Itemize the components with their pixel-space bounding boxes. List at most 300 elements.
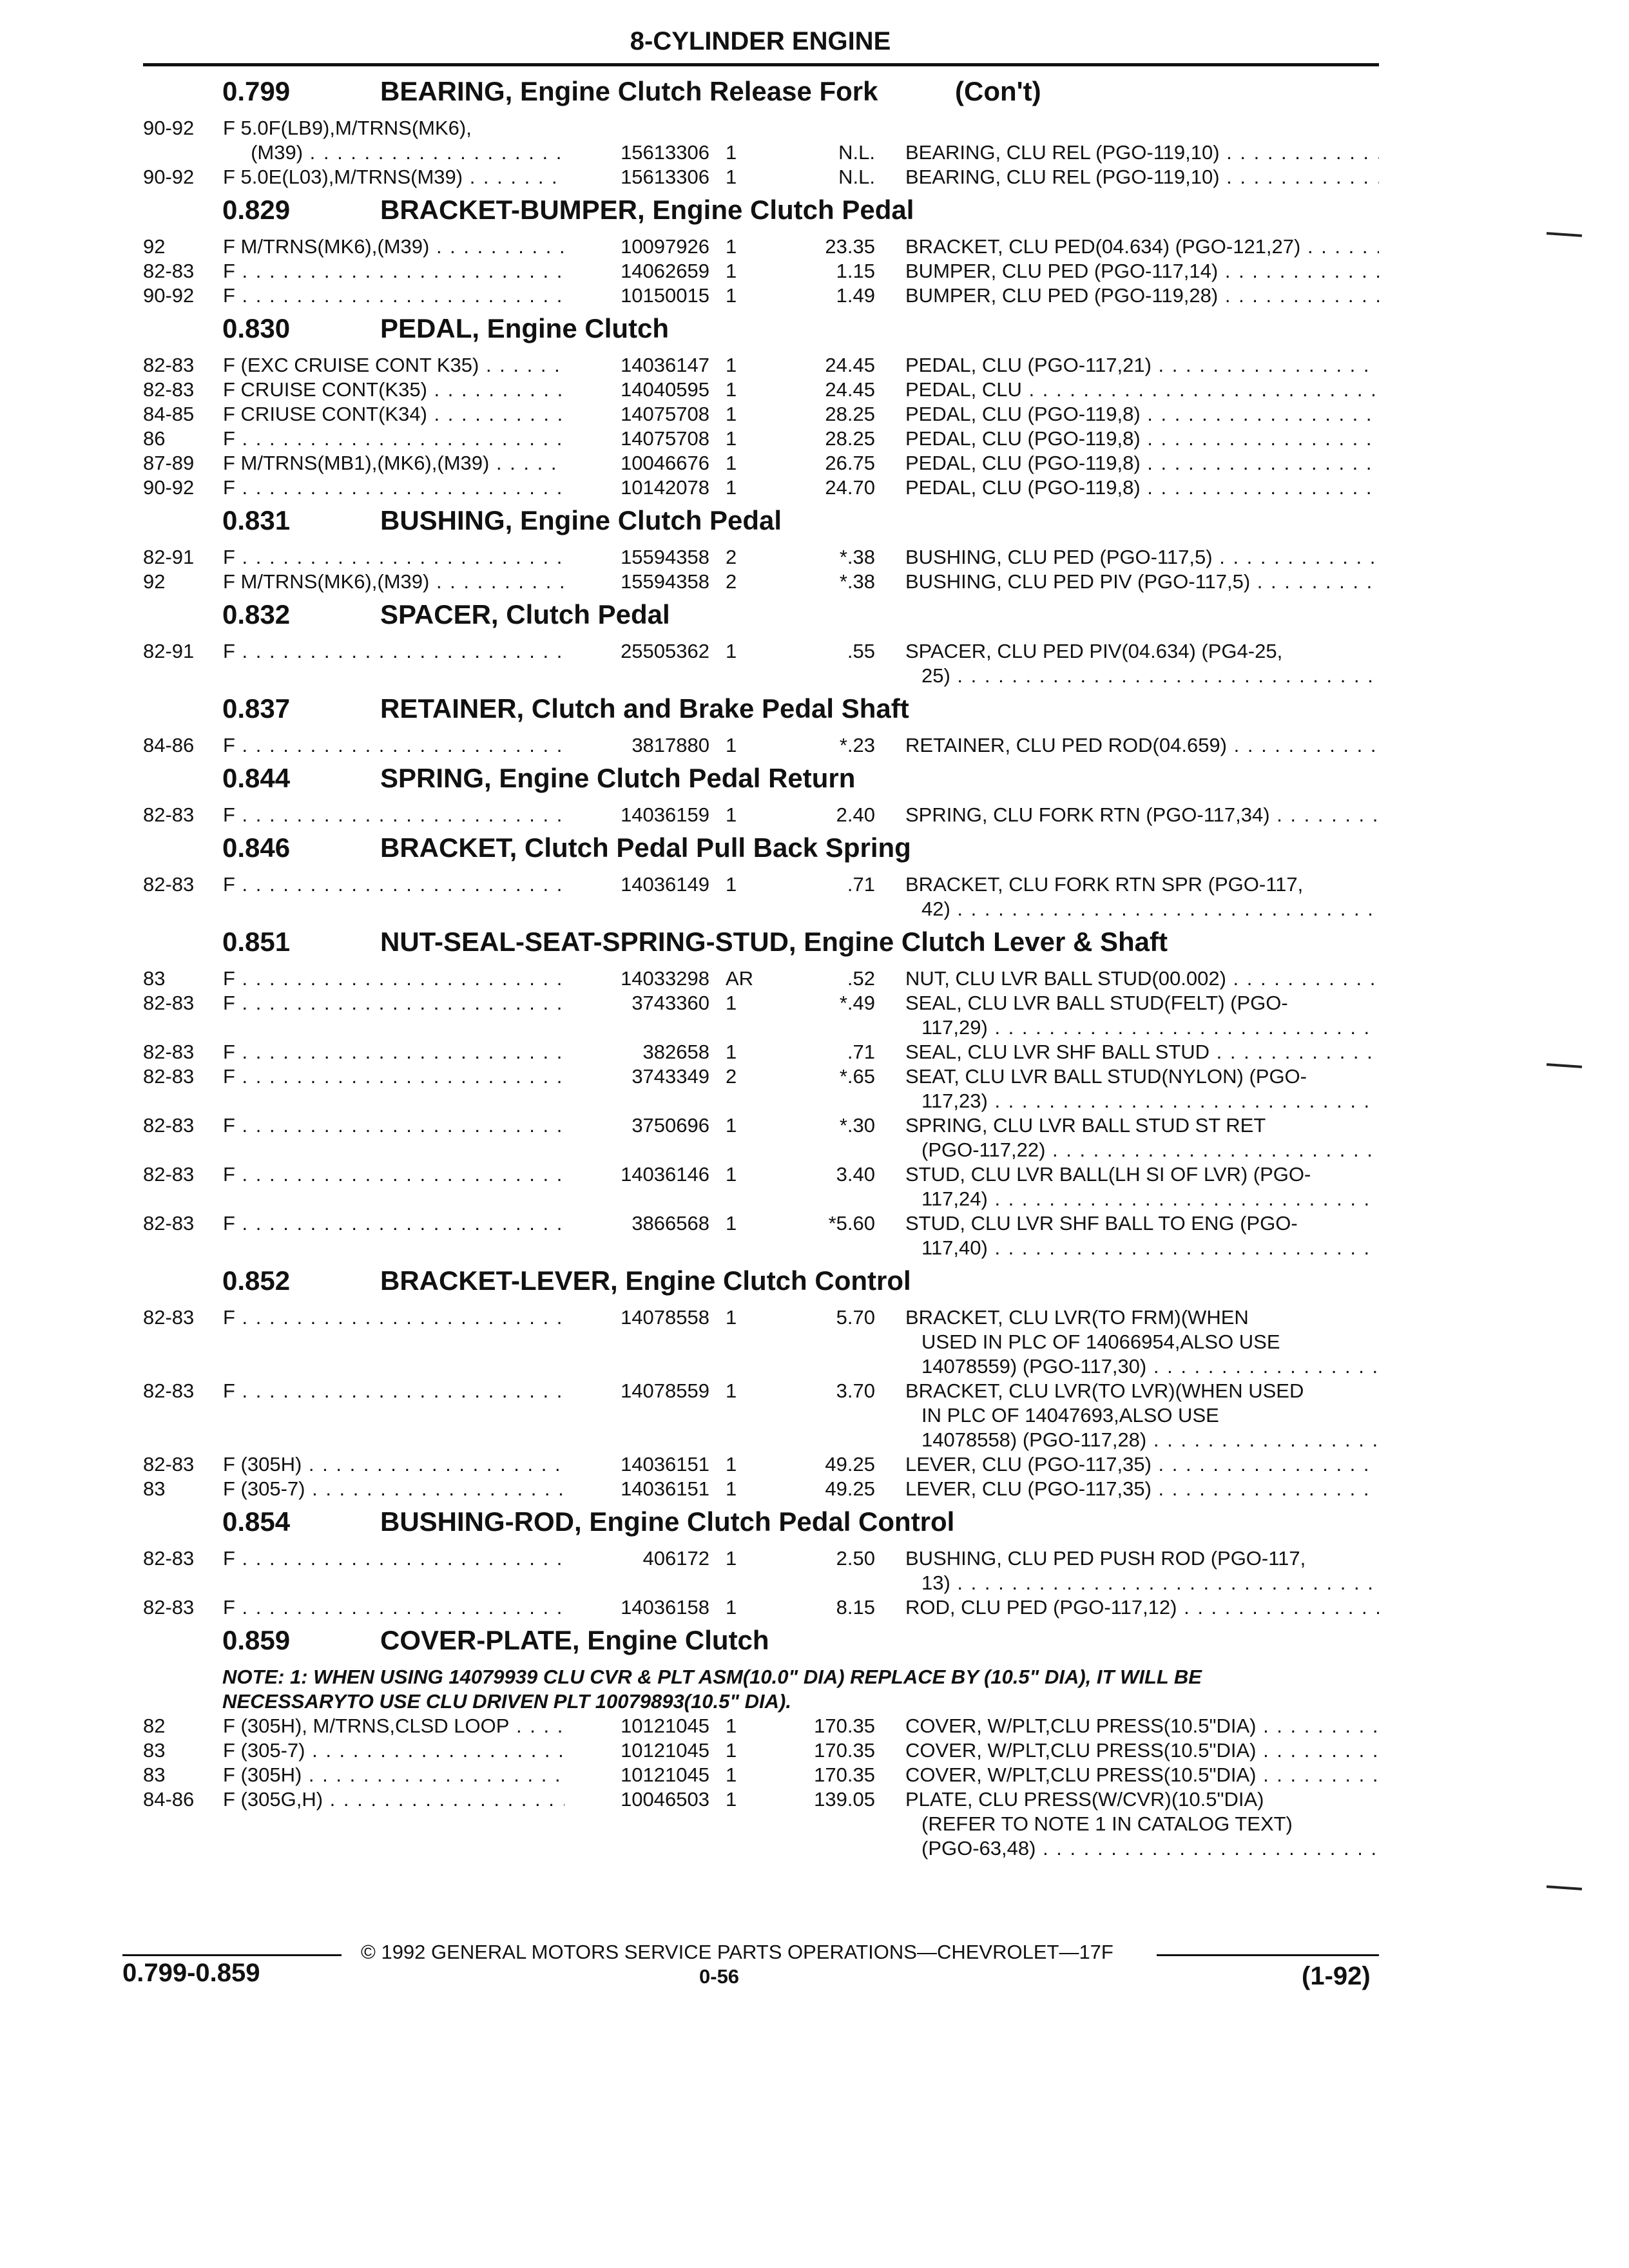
part-row <box>0 1595 1629 1620</box>
list-price: .71 <box>847 873 875 896</box>
list-price: 24.45 <box>825 378 875 401</box>
application: F . . . <box>223 1162 564 1187</box>
list-price: 170.35 <box>814 1763 875 1786</box>
part-description: COVER, W/PLT,CLU PRESS(10.5"DIA) . . . <box>905 1763 1379 1787</box>
part-number: 14075708 <box>567 402 709 427</box>
continued-label: (Con't) <box>955 76 1041 106</box>
part-number: 14036159 <box>567 803 709 827</box>
list-price: 3.40 <box>836 1163 875 1186</box>
application: F . . . <box>223 1546 564 1571</box>
description-continuation <box>0 1571 1629 1595</box>
list-price: 28.25 <box>825 427 875 450</box>
section-title: BUSHING-ROD, Engine Clutch Pedal Control <box>380 1506 955 1537</box>
application: F . . . <box>223 872 564 897</box>
model-year: 82-83 <box>143 1596 195 1619</box>
quantity: 1 <box>726 803 737 826</box>
catalog-note: NECESSARYTO USE CLU DRIVEN PLT 10079893(10.5" DIA). <box>222 1690 791 1713</box>
catalog-note: NOTE: 1: WHEN USING 14079939 CLU CVR & PLT ASM(10.0" DIA) REPLACE BY (10.5" DIA), IT WILL BE <box>222 1666 1202 1688</box>
quantity: 1 <box>726 1041 737 1063</box>
quantity: 1 <box>726 403 737 425</box>
model-year: 82-83 <box>143 803 195 826</box>
model-year: 82 <box>143 1715 166 1737</box>
application: F . . . <box>223 259 564 284</box>
part-description-cont: (REFER TO NOTE 1 IN CATALOG TEXT) <box>921 1812 1293 1835</box>
part-description: LEVER, CLU (PGO-117,35) . . . <box>905 1477 1379 1501</box>
part-row <box>0 872 1629 897</box>
application: F . . . <box>223 1379 564 1403</box>
section-title: BEARING, Engine Clutch Release Fork <box>380 76 878 106</box>
part-description: SPRING, CLU LVR BALL STUD ST RET <box>905 1114 1266 1137</box>
part-row <box>0 235 1629 259</box>
part-description: PLATE, CLU PRESS(W/CVR)(10.5"DIA) <box>905 1788 1264 1811</box>
group-range: 0.799-0.859 <box>122 1959 260 1987</box>
model-year: 84-85 <box>143 403 195 425</box>
section-number: 0.854 <box>222 1506 291 1537</box>
application: F . . . <box>223 803 564 827</box>
application: F . . . <box>223 966 564 991</box>
list-price: 139.05 <box>814 1788 875 1811</box>
application: F M/TRNS(MB1),(MK6),(M39) . . . <box>223 451 564 476</box>
list-price: *.23 <box>839 734 875 756</box>
quantity: 1 <box>726 992 737 1014</box>
list-price: 2.40 <box>836 803 875 826</box>
part-description: SPRING, CLU FORK RTN (PGO-117,34) . . . <box>905 803 1379 827</box>
part-row <box>0 570 1629 594</box>
part-number: 14075708 <box>567 427 709 451</box>
section-number: 0.844 <box>222 763 291 793</box>
application: F CRUISE CONT(K35) . . . <box>223 378 564 402</box>
part-number: 10097926 <box>567 235 709 259</box>
part-description: PEDAL, CLU (PGO-119,8) . . . <box>905 402 1379 427</box>
application: F (305H) . . . <box>223 1452 564 1477</box>
part-row <box>0 1113 1629 1138</box>
part-number: 10150015 <box>567 284 709 308</box>
section-title: BUSHING, Engine Clutch Pedal <box>380 505 782 535</box>
part-description: NUT, CLU LVR BALL STUD(00.002) . . . <box>905 966 1379 991</box>
part-description: BRACKET, CLU PED(04.634) (PGO-121,27) . . . <box>905 235 1379 259</box>
part-description: SPACER, CLU PED PIV(04.634) (PG4-25, <box>905 640 1283 662</box>
part-description: BUMPER, CLU PED (PGO-117,14) . . . <box>905 259 1379 284</box>
part-row <box>0 116 1629 140</box>
description-continuation <box>0 1187 1629 1211</box>
model-year: 83 <box>143 1739 166 1762</box>
description-continuation <box>0 897 1629 921</box>
list-price: .55 <box>847 640 875 662</box>
quantity: 1 <box>726 1739 737 1762</box>
list-price: 1.15 <box>836 260 875 282</box>
model-year: 83 <box>143 1477 166 1500</box>
description-continuation <box>0 1236 1629 1260</box>
description-continuation <box>0 1330 1629 1354</box>
list-price: N.L. <box>838 141 875 164</box>
section-number: 0.829 <box>222 195 291 225</box>
quantity: 1 <box>726 452 737 474</box>
quantity: 1 <box>726 1379 737 1402</box>
part-row <box>0 165 1629 189</box>
quantity: 1 <box>726 734 737 756</box>
model-year: 82-83 <box>143 1212 195 1235</box>
part-description-cont: 13) . . . <box>921 1571 1379 1595</box>
part-row <box>0 1452 1629 1477</box>
list-price: 24.45 <box>825 354 875 376</box>
list-price: .52 <box>847 967 875 990</box>
model-year: 92 <box>143 235 166 258</box>
quantity: 1 <box>726 141 737 164</box>
model-year: 84-86 <box>143 1788 195 1811</box>
list-price: *.30 <box>839 1114 875 1137</box>
part-description-cont: (PGO-63,48) . . . <box>921 1836 1379 1861</box>
part-number: 14078558 <box>567 1305 709 1330</box>
part-description-cont: 117,24) . . . <box>921 1187 1379 1211</box>
part-number: 10121045 <box>567 1738 709 1763</box>
part-number: 14036147 <box>567 353 709 378</box>
application: F . . . <box>223 1595 564 1620</box>
description-continuation <box>0 1812 1629 1836</box>
part-description: LEVER, CLU (PGO-117,35) . . . <box>905 1452 1379 1477</box>
part-number: 14062659 <box>567 259 709 284</box>
part-number: 15613306 <box>567 165 709 189</box>
section-number: 0.852 <box>222 1265 291 1296</box>
part-row <box>0 1714 1629 1738</box>
section-number: 0.846 <box>222 832 291 863</box>
part-description-cont: 14078558) (PGO-117,28) . . . <box>921 1428 1379 1452</box>
section-title: NUT-SEAL-SEAT-SPRING-STUD, Engine Clutch Lever & Shaft <box>380 927 1168 957</box>
list-price: *5.60 <box>828 1212 875 1235</box>
part-number: 3817880 <box>567 733 709 758</box>
part-number: 10046676 <box>567 451 709 476</box>
part-description: PEDAL, CLU (PGO-119,8) . . . <box>905 451 1379 476</box>
part-description: BUMPER, CLU PED (PGO-119,28) . . . <box>905 284 1379 308</box>
section-number: 0.851 <box>222 927 291 957</box>
part-number: 3750696 <box>567 1113 709 1138</box>
quantity: 1 <box>726 476 737 499</box>
quantity: 1 <box>726 1306 737 1329</box>
list-price: 24.70 <box>825 476 875 499</box>
quantity: 1 <box>726 1212 737 1235</box>
description-continuation <box>0 1138 1629 1162</box>
list-price: 170.35 <box>814 1739 875 1762</box>
part-row <box>0 427 1629 451</box>
part-description-cont: (PGO-117,22) . . . <box>921 1138 1379 1162</box>
part-number: 3866568 <box>567 1211 709 1236</box>
application: F . . . <box>223 1064 564 1089</box>
application: F . . . <box>223 991 564 1015</box>
part-row <box>0 378 1629 402</box>
part-row <box>0 451 1629 476</box>
part-description-cont: 42) . . . <box>921 897 1379 921</box>
part-row <box>0 803 1629 827</box>
quantity: 2 <box>726 1065 737 1088</box>
quantity: 1 <box>726 1715 737 1737</box>
list-price: N.L. <box>838 166 875 188</box>
part-description: COVER, W/PLT,CLU PRESS(10.5"DIA) . . . <box>905 1714 1379 1738</box>
description-continuation <box>0 1089 1629 1113</box>
part-description: BUSHING, CLU PED PUSH ROD (PGO-117, <box>905 1547 1306 1570</box>
application: F M/TRNS(MK6),(M39) . . . <box>223 235 564 259</box>
application: (M39) . . . <box>223 140 564 165</box>
application: F (305H) . . . <box>223 1763 564 1787</box>
quantity: 1 <box>726 166 737 188</box>
part-description: SEAL, CLU LVR SHF BALL STUD . . . <box>905 1040 1379 1064</box>
list-price: 5.70 <box>836 1306 875 1329</box>
list-price: 8.15 <box>836 1596 875 1619</box>
list-price: *.65 <box>839 1065 875 1088</box>
quantity: 1 <box>726 260 737 282</box>
model-year: 87-89 <box>143 452 195 474</box>
quantity: 1 <box>726 1477 737 1500</box>
part-row <box>0 991 1629 1015</box>
application: F 5.0F(LB9),M/TRNS(MK6), <box>223 117 472 139</box>
part-number: 14036151 <box>567 1452 709 1477</box>
description-continuation <box>0 664 1629 688</box>
list-price: 26.75 <box>825 452 875 474</box>
application: F . . . <box>223 284 564 308</box>
section-title: COVER-PLATE, Engine Clutch <box>380 1625 769 1655</box>
quantity: 2 <box>726 570 737 593</box>
part-number: 382658 <box>567 1040 709 1064</box>
application: F . . . <box>223 733 564 758</box>
part-number: 15613306 <box>567 140 709 165</box>
part-number: 14078559 <box>567 1379 709 1403</box>
quantity: 1 <box>726 640 737 662</box>
part-number: 14040595 <box>567 378 709 402</box>
part-number: 14036151 <box>567 1477 709 1501</box>
section-number: 0.799 <box>222 76 291 106</box>
model-year: 82-83 <box>143 1379 195 1402</box>
quantity: 1 <box>726 1547 737 1570</box>
application: F (EXC CRUISE CONT K35) . . . <box>223 353 564 378</box>
part-row <box>0 1040 1629 1064</box>
part-number: 14033298 <box>567 966 709 991</box>
quantity: 1 <box>726 1596 737 1619</box>
application: F 5.0E(L03),M/TRNS(M39) . . . <box>223 165 564 189</box>
part-row <box>0 1763 1629 1787</box>
list-price: 49.25 <box>825 1453 875 1475</box>
application: F . . . <box>223 1305 564 1330</box>
model-year: 82-83 <box>143 260 195 282</box>
model-year: 82-83 <box>143 1114 195 1137</box>
copyright-line: © 1992 GENERAL MOTORS SERVICE PARTS OPERATIONS—CHEVROLET—17F <box>361 1941 1113 1963</box>
list-price: 28.25 <box>825 403 875 425</box>
page-number: 0-56 <box>699 1965 740 1988</box>
quantity: 1 <box>726 1163 737 1186</box>
section-number: 0.832 <box>222 599 291 629</box>
model-year: 82-83 <box>143 1306 195 1329</box>
part-description: ROD, CLU PED (PGO-117,12) . . . <box>905 1595 1379 1620</box>
application: F CRIUSE CONT(K34) . . . <box>223 402 564 427</box>
part-row <box>0 402 1629 427</box>
model-year: 82-91 <box>143 640 195 662</box>
section-title: BRACKET-LEVER, Engine Clutch Control <box>380 1265 911 1296</box>
section-title: SPRING, Engine Clutch Pedal Return <box>380 763 856 793</box>
list-price: *.49 <box>839 992 875 1014</box>
part-row <box>0 1738 1629 1763</box>
model-year: 82-83 <box>143 1547 195 1570</box>
section-number: 0.837 <box>222 693 291 724</box>
part-number: 10121045 <box>567 1714 709 1738</box>
application: F . . . <box>223 1040 564 1064</box>
part-row <box>0 1546 1629 1571</box>
list-price: 170.35 <box>814 1715 875 1737</box>
part-number: 14036149 <box>567 872 709 897</box>
part-description: BUSHING, CLU PED (PGO-117,5) . . . <box>905 545 1379 570</box>
part-number: 406172 <box>567 1546 709 1571</box>
part-row <box>0 1064 1629 1089</box>
quantity: 1 <box>726 1763 737 1786</box>
section-number: 0.830 <box>222 313 291 343</box>
quantity: 1 <box>726 1114 737 1137</box>
part-description-cont: 14078559) (PGO-117,30) . . . <box>921 1354 1379 1379</box>
part-description-cont: 117,40) . . . <box>921 1236 1379 1260</box>
part-row <box>0 639 1629 664</box>
part-row <box>0 476 1629 500</box>
application: F M/TRNS(MK6),(M39) . . . <box>223 570 564 594</box>
part-description-cont: USED IN PLC OF 14066954,ALSO USE <box>921 1331 1280 1353</box>
part-number: 25505362 <box>567 639 709 664</box>
part-number: 15594358 <box>567 570 709 594</box>
section-title: BRACKET, Clutch Pedal Pull Back Spring <box>380 832 911 863</box>
part-row <box>0 1305 1629 1330</box>
part-description-cont: 117,23) . . . <box>921 1089 1379 1113</box>
section-title: BRACKET-BUMPER, Engine Clutch Pedal <box>380 195 914 225</box>
revision-date: (1-92) <box>1302 1962 1371 1990</box>
part-description-cont: IN PLC OF 14047693,ALSO USE <box>921 1404 1219 1427</box>
application: F . . . <box>223 427 564 451</box>
list-price: 49.25 <box>825 1477 875 1500</box>
application: F (305H), M/TRNS,CLSD LOOP . . . <box>223 1714 564 1738</box>
quantity: 1 <box>726 354 737 376</box>
model-year: 82-83 <box>143 992 195 1014</box>
application: F . . . <box>223 476 564 500</box>
part-row <box>0 545 1629 570</box>
description-continuation <box>0 1836 1629 1861</box>
description-continuation <box>0 1015 1629 1040</box>
part-description: SEAL, CLU LVR BALL STUD(FELT) (PGO- <box>905 992 1288 1014</box>
part-description: BUSHING, CLU PED PIV (PGO-117,5) . . . <box>905 570 1379 594</box>
quantity: 1 <box>726 284 737 307</box>
list-price: *.38 <box>839 570 875 593</box>
footer-rule-right <box>1157 1954 1379 1956</box>
part-description: PEDAL, CLU (PGO-117,21) . . . <box>905 353 1379 378</box>
quantity: 2 <box>726 546 737 568</box>
quantity: 1 <box>726 1788 737 1811</box>
description-continuation <box>0 1354 1629 1379</box>
part-description: PEDAL, CLU (PGO-119,8) . . . <box>905 427 1379 451</box>
part-description: BRACKET, CLU FORK RTN SPR (PGO-117, <box>905 873 1304 896</box>
part-description-cont: 25) . . . <box>921 664 1379 688</box>
margin-mark <box>1547 1885 1582 1890</box>
section-number: 0.859 <box>222 1625 291 1655</box>
part-description: RETAINER, CLU PED ROD(04.659) . . . <box>905 733 1379 758</box>
part-description-cont: 117,29) . . . <box>921 1015 1379 1040</box>
description-continuation <box>0 1403 1629 1428</box>
part-number: 10142078 <box>567 476 709 500</box>
model-year: 82-83 <box>143 873 195 896</box>
model-year: 82-83 <box>143 1065 195 1088</box>
part-row <box>0 1787 1629 1812</box>
part-description: BEARING, CLU REL (PGO-119,10) . . . <box>905 165 1379 189</box>
model-year: 83 <box>143 967 166 990</box>
footer-rule-left <box>122 1954 342 1956</box>
part-number: 14036158 <box>567 1595 709 1620</box>
application: F (305G,H) . . . <box>223 1787 564 1812</box>
part-description: PEDAL, CLU . . . <box>905 378 1379 402</box>
part-description: COVER, W/PLT,CLU PRESS(10.5"DIA) . . . <box>905 1738 1379 1763</box>
section-title: PEDAL, Engine Clutch <box>380 313 670 343</box>
section-title: SPACER, Clutch Pedal <box>380 599 670 629</box>
part-row <box>0 1162 1629 1187</box>
application: F . . . <box>223 1113 564 1138</box>
part-number: 3743360 <box>567 991 709 1015</box>
model-year: 90-92 <box>143 166 195 188</box>
application: F . . . <box>223 545 564 570</box>
quantity: 1 <box>726 427 737 450</box>
list-price: .71 <box>847 1041 875 1063</box>
part-row <box>0 1477 1629 1501</box>
quantity: 1 <box>726 378 737 401</box>
part-description: SEAT, CLU LVR BALL STUD(NYLON) (PGO- <box>905 1065 1307 1088</box>
part-row <box>0 353 1629 378</box>
part-description: PEDAL, CLU (PGO-119,8) . . . <box>905 476 1379 500</box>
quantity: AR <box>726 967 754 990</box>
quantity: 1 <box>726 1453 737 1475</box>
part-description: STUD, CLU LVR SHF BALL TO ENG (PGO- <box>905 1212 1298 1235</box>
application: F (305-7) . . . <box>223 1477 564 1501</box>
list-price: 3.70 <box>836 1379 875 1402</box>
part-number: 10121045 <box>567 1763 709 1787</box>
model-year: 82-83 <box>143 378 195 401</box>
list-price: 23.35 <box>825 235 875 258</box>
description-continuation <box>0 1428 1629 1452</box>
part-number: 3743349 <box>567 1064 709 1089</box>
quantity: 1 <box>726 873 737 896</box>
model-year: 82-83 <box>143 1163 195 1186</box>
model-year: 82-91 <box>143 546 195 568</box>
part-row <box>0 1379 1629 1403</box>
header-rule <box>143 63 1379 66</box>
model-year: 92 <box>143 570 166 593</box>
part-row <box>0 140 1629 165</box>
page-title: 8-CYLINDER ENGINE <box>630 27 891 55</box>
part-number: 10046503 <box>567 1787 709 1812</box>
model-year: 90-92 <box>143 284 195 307</box>
part-description: STUD, CLU LVR BALL(LH SI OF LVR) (PGO- <box>905 1163 1311 1186</box>
model-year: 86 <box>143 427 166 450</box>
part-description: BRACKET, CLU LVR(TO LVR)(WHEN USED <box>905 1379 1304 1402</box>
part-row <box>0 1211 1629 1236</box>
section-number: 0.831 <box>222 505 291 535</box>
part-row <box>0 966 1629 991</box>
model-year: 82-83 <box>143 1453 195 1475</box>
part-row <box>0 733 1629 758</box>
model-year: 90-92 <box>143 476 195 499</box>
model-year: 82-83 <box>143 1041 195 1063</box>
quantity: 1 <box>726 235 737 258</box>
part-number: 14036146 <box>567 1162 709 1187</box>
model-year: 90-92 <box>143 117 195 139</box>
application: F (305-7) . . . <box>223 1738 564 1763</box>
part-number: 15594358 <box>567 545 709 570</box>
list-price: 2.50 <box>836 1547 875 1570</box>
part-description: BRACKET, CLU LVR(TO FRM)(WHEN <box>905 1306 1249 1329</box>
application: F . . . <box>223 639 564 664</box>
model-year: 82-83 <box>143 354 195 376</box>
model-year: 83 <box>143 1763 166 1786</box>
application: F . . . <box>223 1211 564 1236</box>
part-row <box>0 259 1629 284</box>
list-price: *.38 <box>839 546 875 568</box>
model-year: 84-86 <box>143 734 195 756</box>
